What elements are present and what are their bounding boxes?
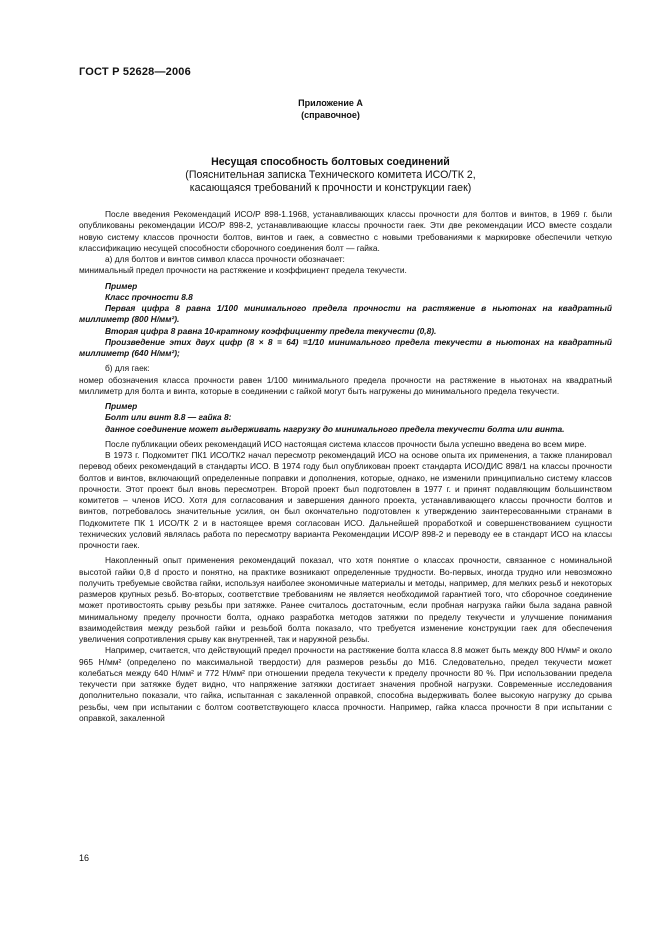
section-title [0, 156, 661, 195]
example-line: Произведение этих двух цифр (8 × 8 = 64) =1/10 минимального предела текучести в ньютонах на квадратный миллиметр (640 Н/мм²); [79, 336, 612, 358]
paragraph: После публикации обеих рекомендаций ИСО настоящая система классов прочности была успешно введена во всем мире. [105, 438, 587, 449]
example-label: Пример [105, 280, 138, 291]
paragraph: минимальный предел прочности на растяжение и коэффициент предела текучести. [79, 265, 407, 276]
example-line: Первая цифра 8 равна 1/100 минимального предела прочности на растяжение в ньютонах на квадратный миллиметр (800 Н/мм²). [79, 303, 612, 325]
body-text [79, 209, 612, 724]
example-line: Вторая цифра 8 равна 10-кратному коэффициенту предела текучести (0,8). [105, 325, 437, 336]
appendix-type: (справочное) [301, 110, 360, 120]
standard-header: ГОСТ Р 52628—2006 [79, 66, 191, 78]
page-number: 16 [79, 853, 90, 863]
appendix-label: Приложение А [298, 98, 363, 108]
title-line-3: касающаяся требований к прочности и конструкции гаек) [189, 182, 472, 194]
example-line: данное соединение может выдерживать нагрузку до минимального предела текучести болта или винта. [105, 423, 565, 434]
paragraph: После введения Рекомендаций ИСО/Р 898-1.1968, устанавливающих классы прочности для болтов и винтов, в 1969 г. были опубликованы рекомендации ИСО/Р 898-2, устанавливающие классы прочности гаек. Эти две рекомендации ИСО вместе создали новую систему классов прочности болтов, винтов и гаек, а совместно с новыми требованиями к маркировке обеспечили четкую классификацию несущей способности сборочного соединения болт — гайка. [79, 209, 612, 253]
paragraph: номер обозначения класса прочности равен 1/100 минимального предела прочности на растяжение в ньютонах на квадратный миллиметр для болта и винта, которые в соединении с гайкой могут быть нагружены до минимального предела текучести. [79, 374, 612, 396]
example-label: Пример [105, 401, 138, 411]
paragraph: Например, считается, что действующий предел прочности на растяжение болта класса 8.8 может быть между 800 Н/мм² и около 965 Н/мм² (определено по максимальной твердости) для размеров резьбы до М16. Следовательно, предел текучести может колебаться между 640 Н/мм² и 772 Н/мм² при отношении предела текучести к пределу прочности 80 %. При использовании предела текучести при затяжке будет видно, что напряжение затяжки достигает значения пробной нагрузки. Современные исследования дополнительно показали, что гайка, испытанная с закаленной оправкой, способна выдерживать более высокую нагрузку до срыва резьбы, чем при испытании с болтом соответствующего класса прочности. Например, гайка класса прочности 8 при испытании с оправкой, закаленной [79, 645, 612, 723]
title-main: Несущая способность болтовых соединений [211, 156, 450, 168]
example-line: Болт или винт 8.8 — гайка 8: [105, 412, 232, 423]
paragraph: Накопленный опыт применения рекомендаций показал, что хотя понятие о классах прочности, связанное с номинальной высотой гайки 0,8 d просто и понятно, на практике возникают определенные трудности. Во-первых, иногда трудно или невозможно получить требуемые свойства гайки, используя наиболее экономичные материалы и методы, например, для мелких резьб и некоторых размеров крупных резьб. Во-вторых, соответствие требованиям не является необходимой гарантией того, что сборочное соединение может противостоять срыву резьбы при затяжке. Ранее считалось достаточным, если пробная нагрузка гайки была задана равной минимальному пределу прочности болта, однако разработка методов затяжки по пределу текучести и улучшение понимания взаимодействия между резьбой гайки и резьбой болта показало, что требуется изменение конструкции гаек для обеспечения увеличения сопротивления срыву как внутренней, так и наружной резьбы. [79, 555, 612, 644]
paragraph: В 1973 г. Подкомитет ПК1 ИСО/ТК2 начал пересмотр рекомендаций ИСО на основе опыта их применения, а также планировал перевод обеих рекомендаций в стандарты ИСО. В 1974 году был опубликован проект стандарта ИСО/ДИС 898/1 на классы прочности болтов и винтов, включающий определенные поправки и дополнения, которые, однако, не изменили принципиально систему классов прочности. Этот проект был вновь пересмотрен. Второй проект был подготовлен в 1977 г. и принят подавляющим большинством комитетов – членов ИСО. Хотя для согласования и завершения данного проекта, устанавливающего классы прочности болтов и винтов, потребовалось значительные усилия, он был окончательно подготовлен к утверждению заинтересованными странами в Подкомитете ПК 1 ИСО/ТК 2 и в настоящее время согласован ИСО. Дальнейшей проработкой и совершенствованием сущности технических условий являлась работа по пересмотру варианта Рекомендации ИСО/Р 898-2 и переводу ее в стандарт ИСО на классы прочности гаек. [79, 450, 612, 550]
list-item-b: б) для гаек: [105, 363, 150, 374]
title-line-2: (Пояснительная записка Технического комитета ИСО/ТК 2, [185, 169, 476, 181]
example-line: Класс прочности 8.8 [105, 291, 193, 302]
list-item-a: а) для болтов и винтов символ класса прочности обозначает: [105, 254, 345, 264]
